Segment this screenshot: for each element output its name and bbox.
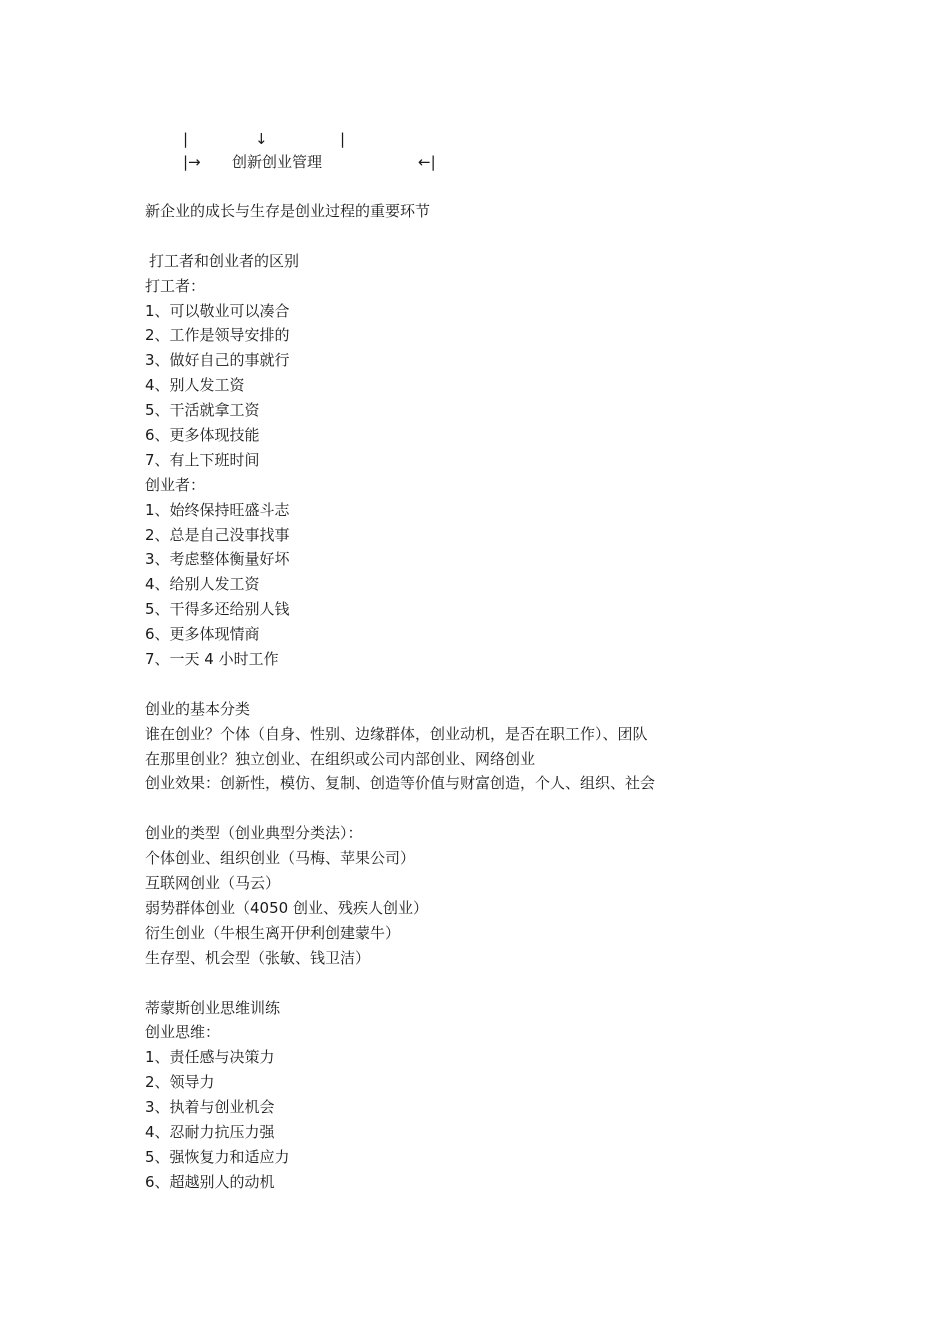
flow-right-arrow: ←| bbox=[418, 153, 436, 171]
list-item: 3、考虑整体衡量好坏 bbox=[145, 550, 290, 569]
thinking-heading: 创业思维： bbox=[145, 1023, 221, 1042]
list-item: 5、干得多还给别人钱 bbox=[145, 600, 290, 619]
paragraph-line: 互联网创业（马云） bbox=[145, 874, 281, 893]
list-item: 4、忍耐力抗压力强 bbox=[145, 1122, 275, 1141]
list-item: 5、强恢复力和适应力 bbox=[145, 1147, 290, 1166]
flow-right-bar: | bbox=[340, 130, 346, 148]
section-title-basic-categories: 创业的基本分类 bbox=[145, 699, 251, 718]
founder-heading: 创业者： bbox=[145, 475, 206, 494]
list-item: 4、别人发工资 bbox=[145, 376, 245, 395]
paragraph-line: 创业效果：创新性，模仿、复制、创造等价值与财富创造，个人、组织、社会 bbox=[145, 774, 656, 793]
list-item: 7、一天 4 小时工作 bbox=[145, 650, 279, 669]
list-item: 5、干活就拿工资 bbox=[145, 401, 260, 420]
list-item: 1、责任感与决策力 bbox=[145, 1048, 275, 1067]
flow-left-bar: | bbox=[183, 130, 189, 148]
flow-diagram-fragment bbox=[0, 0, 950, 180]
list-item: 3、执着与创业机会 bbox=[145, 1098, 275, 1117]
section-title-growth: 新企业的成长与生存是创业过程的重要环节 bbox=[145, 202, 431, 220]
list-item: 7、有上下班时间 bbox=[145, 450, 260, 469]
flow-down-arrow: ↓ bbox=[255, 130, 268, 148]
section-title-worker-vs-founder: 打工者和创业者的区别 bbox=[149, 251, 300, 270]
paragraph-line: 在那里创业？独立创业、在组织或公司内部创业、网络创业 bbox=[145, 749, 536, 768]
paragraph-line: 个体创业、组织创业（马梅、苹果公司） bbox=[145, 849, 416, 868]
list-item: 1、可以敬业可以凑合 bbox=[145, 301, 290, 320]
list-item: 2、工作是领导安排的 bbox=[145, 326, 290, 345]
paragraph-line: 衍生创业（牛根生离开伊利创建蒙牛） bbox=[145, 923, 401, 942]
document-body bbox=[145, 199, 845, 1195]
list-item: 6、超越别人的动机 bbox=[145, 1172, 275, 1191]
list-item: 6、更多体现情商 bbox=[145, 625, 260, 644]
list-item: 4、给别人发工资 bbox=[145, 575, 260, 594]
flow-center-label: 创新创业管理 bbox=[232, 153, 323, 171]
flow-left-arrow: |→ bbox=[183, 153, 201, 171]
worker-heading: 打工者： bbox=[145, 276, 206, 295]
list-item: 6、更多体现技能 bbox=[145, 426, 260, 445]
list-item: 3、做好自己的事就行 bbox=[145, 351, 290, 370]
section-title-timmons: 蒂蒙斯创业思维训练 bbox=[145, 998, 281, 1017]
list-item: 2、领导力 bbox=[145, 1073, 215, 1092]
paragraph-line: 谁在创业？个体（自身、性别、边缘群体，创业动机，是否在职工作）、团队 bbox=[145, 724, 648, 743]
paragraph-line: 生存型、机会型（张敏、钱卫洁） bbox=[145, 948, 371, 967]
section-title-types: 创业的类型（创业典型分类法）： bbox=[145, 824, 363, 843]
list-item: 1、始终保持旺盛斗志 bbox=[145, 500, 290, 519]
paragraph-line: 弱势群体创业（4050 创业、残疾人创业） bbox=[145, 898, 428, 917]
list-item: 2、总是自己没事找事 bbox=[145, 525, 290, 544]
